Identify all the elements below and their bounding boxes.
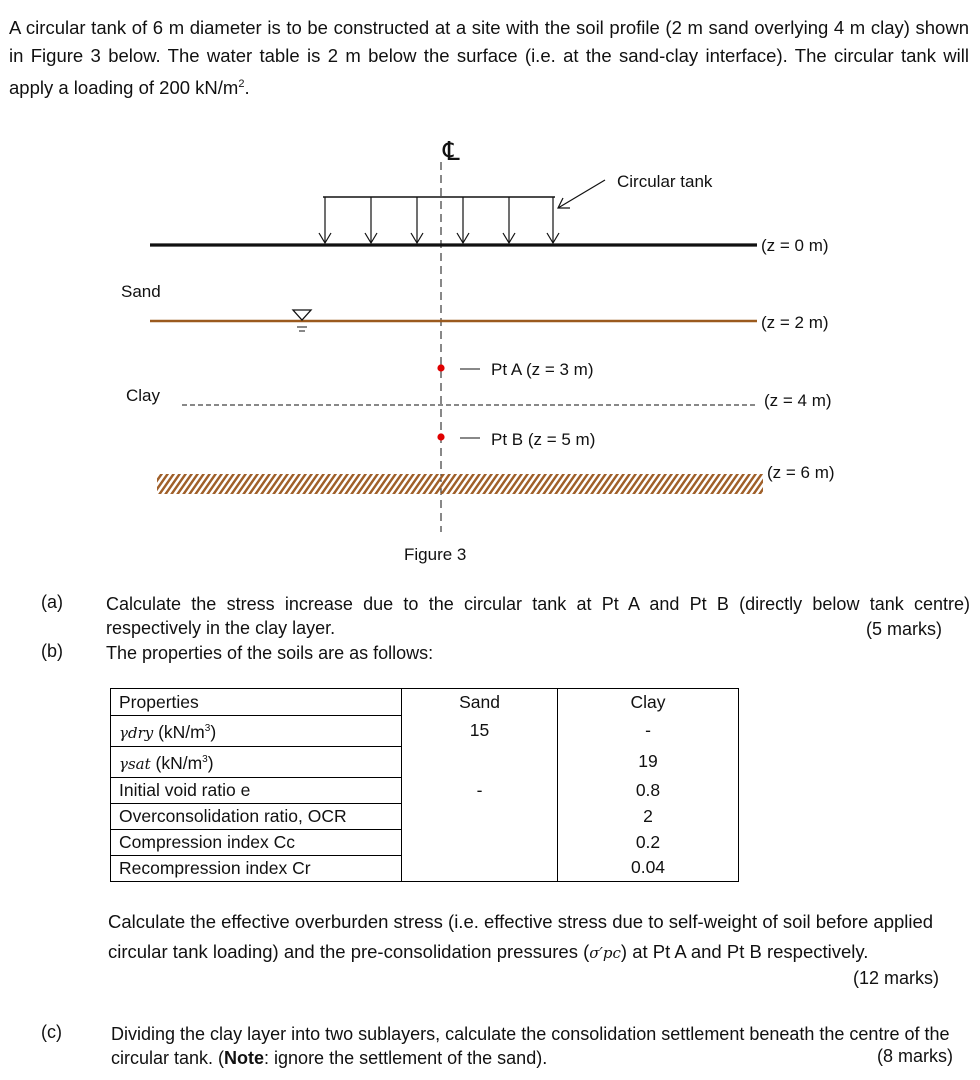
part-b-text: The properties of the soils are as follows: (106, 643, 434, 663)
part-b-label: (b) (41, 641, 63, 661)
table-row: Compression index Cc 0.2 (111, 829, 739, 855)
part-b-calculation-text: Calculate the effective overburden stress (i.e. effective stress due to self-weight of soil before applied circular tank loading) and the pre-consolidation pressures (σ′pc) at Pt A and Pt B respectively. (108, 911, 934, 962)
bedrock-hatch (157, 474, 763, 494)
header-properties: Properties (111, 689, 402, 716)
point-b-label: Pt B (z = 5 m) (491, 430, 596, 449)
figure-3 (0, 130, 980, 570)
tank-label: Circular tank (617, 172, 713, 191)
part-a-text: Calculate the stress increase due to the circular tank at Pt A and Pt B (directly below tank centre) respectively in the clay layer. (106, 594, 970, 638)
figure-caption: Figure 3 (404, 545, 467, 564)
table-header-row (111, 689, 739, 716)
clay-label: Clay (126, 386, 161, 405)
centerline-symbol: ℄ (443, 136, 460, 166)
point-a (437, 364, 444, 371)
table-row: Recompression index Cr 0.04 (111, 855, 739, 881)
soil-properties-table (110, 688, 739, 882)
depth-label-0: (z = 0 m) (761, 236, 829, 255)
table-row: γdry $(kN/m^3)$ 15 - (111, 716, 739, 747)
header-sand: Sand (402, 689, 558, 716)
part-c-marks: (8 marks) (877, 1046, 953, 1066)
point-b (437, 433, 444, 440)
table-row: Initial void ratio e - 0.8 (111, 777, 739, 803)
depth-label-6: (z = 6 m) (767, 463, 835, 482)
header-clay: Clay (558, 689, 739, 716)
part-a-marks: (5 marks) (866, 619, 942, 639)
part-c-label: (c) (41, 1022, 62, 1042)
part-c-text: Dividing the clay layer into two sublayers, calculate the consolidation settlement beneath the centre of the circular tank. (Note: ignore the settlement of the sand). (111, 1024, 950, 1068)
intro-paragraph: A circular tank of 6 m diameter is to be constructed at a site with the soil profile (2 m sand overlying 4 m clay) shown in Figure 3 below. The water table is 2 m below the surface (i.e. at the sand-clay interface). The circular tank will apply a loading of 200 $kN/m^2$. (9, 17, 969, 99)
tank-pointer-arrow (558, 180, 605, 208)
tank-load (319, 197, 559, 243)
table-row: γsat $(kN/m^3)$ 19 (111, 746, 739, 777)
part-b-marks: (12 marks) (853, 968, 940, 988)
part-a-label: (a) (41, 592, 63, 612)
table-row: Overconsolidation ratio, OCR 2 (111, 803, 739, 829)
depth-label-2: (z = 2 m) (761, 313, 829, 332)
point-a-label: Pt A (z = 3 m) (491, 360, 594, 379)
sand-label: Sand (121, 282, 161, 301)
depth-label-4: (z = 4 m) (764, 391, 832, 410)
